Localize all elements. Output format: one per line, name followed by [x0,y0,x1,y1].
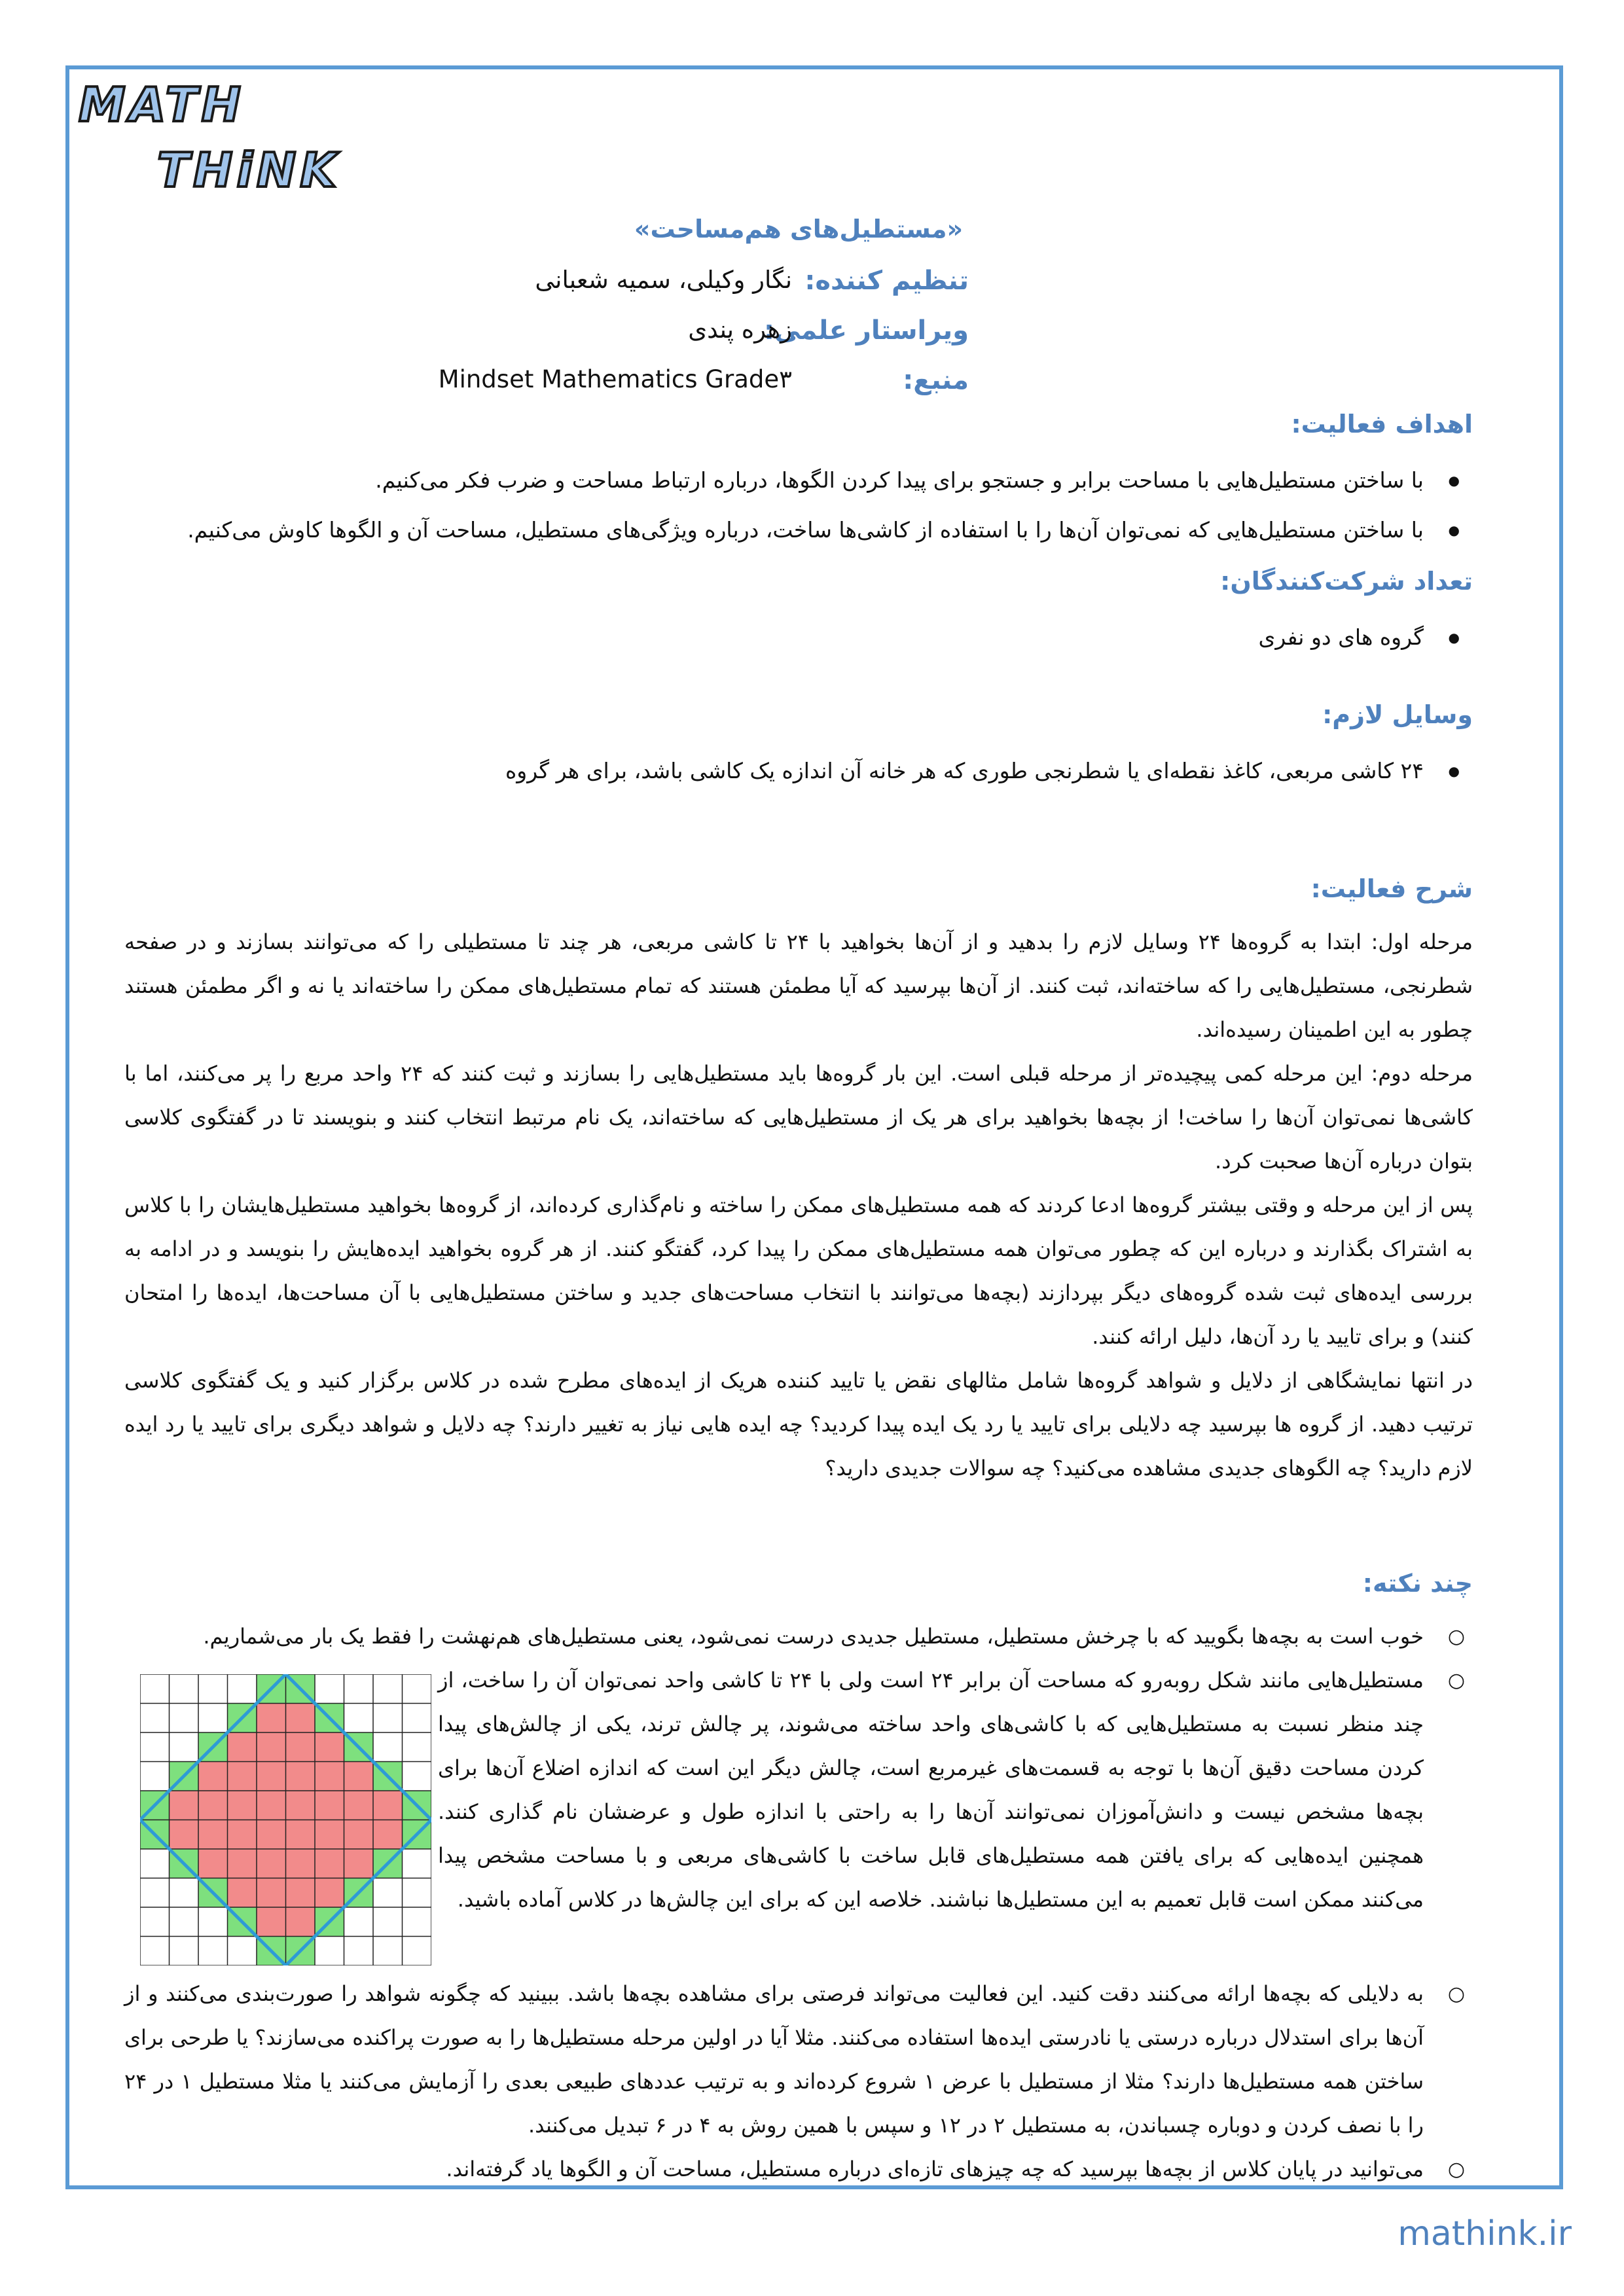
full-tile-cell [228,1762,257,1791]
full-tile-cell [228,1820,257,1850]
full-tile-cell [286,1820,316,1850]
meta-row-source [124,365,1473,411]
participants-item: ● گروه های دو نفری [124,613,1473,662]
full-tile-cell [198,1762,228,1791]
full-tile-cell [286,1849,316,1878]
meta-label-editor: ویراستار علمی: [763,315,969,346]
full-tile-cell [257,1820,286,1850]
full-tile-cell [228,1791,257,1820]
full-tile-cell [344,1849,374,1878]
full-tile-cell [170,1791,199,1820]
goals-list [124,456,1473,555]
materials-item: ● ۲۴ کاشی مربعی، کاغذ نقطه‌ای یا شطرنجی طوری که هر خانه آن اندازه یک کاشی باشد، برای هر گروه [124,746,1473,796]
description-paragraph: مرحله دوم: این مرحله کمی پیچیده‌تر از مرحله قبلی است. این بار گروه‌ها باید مستطیل‌هایی را بسازند و ثبت کنند که ۲۴ واحد مربع را پر می‌کنند، اما با کاشی‌ها نمی‌توان آن‌ها را ساخت! از بچه‌ها بخواهید برای هر یک از مستطیل‌هایی که ساخته‌اند، یک نام مرتبط انتخاب کنند و بنویسند تا در گفتگوی کلاسی بتوان درباره آن‌ها صحبت کرد. [124,1061,1473,1174]
notes-heading: چند نکته: [1362,1569,1473,1598]
rotated-rectangle-grid-figure [140,1674,431,1965]
full-tile-cell [286,1704,316,1733]
meta-row-editor [124,315,1473,361]
meta-value-editor: زهره پندی [688,315,792,344]
note-item: ○ خوب است به بچه‌ها بگویید که با چرخش مستطیل، مستطیل جدیدی درست نمی‌شود، یعنی مستطیل‌های هم‌نهشت را فقط یک بار می‌شماریم. [124,1615,1473,1659]
goal-item: ● با ساختن مستطیل‌هایی که نمی‌توان آن‌ها را با استفاده از کاشی‌ها ساخت، درباره ویژگی‌های مستطیل، مساحت آن و الگوها کاوش می‌کنیم. [124,505,1473,555]
full-tile-cell [228,1732,257,1762]
full-tile-cell [198,1791,228,1820]
note-item [124,1659,1473,1972]
full-tile-cell [315,1791,344,1820]
full-tile-cell [257,1878,286,1908]
full-tile-cell [315,1849,344,1878]
full-tile-cell [315,1878,344,1908]
note-item-text: مستطیل‌هایی مانند شکل روبه‌رو که مساحت آن برابر ۲۴ است ولی با ۲۴ تا کاشی واحد نمی‌توان آن را ساخت، از چند منظر نسبت به مستطیل‌هایی که با کاشی‌های واحد ساخته می‌شوند، پر چالش ترند، یکی از چالش‌های پیدا کردن مساحت دقیق آن‌ها با توجه به قسمت‌های غیرمربع است، چالش دیگر این است که اندازه اضلاع آن‌ها برای بچه‌ها مشخص نیست و دانش‌آموزان نمی‌توانند آن‌ها را به راحتی با اندازه طول و عرضشان نام گذاری کنند. همچنین ایده‌هایی که برای یافتن همه مستطیل‌های قابل ساخت با کاشی‌های مربعی و با مساحت مشخص پیدا می‌کنند ممکن است قابل تعمیم به این مستطیل‌ها نباشند. خلاصه این که برای این چالش‌ها در کلاس آماده باشید. [438,1668,1424,1912]
meta-label-source: منبع: [903,365,969,395]
full-tile-cell [257,1762,286,1791]
full-tile-cell [257,1732,286,1762]
full-tile-cell [286,1907,316,1937]
materials-list [124,746,1473,796]
full-tile-cell [257,1907,286,1937]
goals-heading: اهداف فعالیت: [1291,410,1473,439]
description-heading: شرح فعالیت: [1310,874,1473,903]
full-tile-cell [170,1820,199,1850]
description-paragraph: پس از این مرحله و وقتی بیشتر گروه‌ها ادعا کردند که همه مستطیل‌های ممکن را ساخته و نام‌گذاری کرده‌اند، از گروه‌ها بخواهید مستطیل‌هایشان را با کلاس به اشتراک بگذارند و درباره این که چطور می‌توان همه مستطیل‌های ممکن را پیدا کرد، گفتگو کنند. از هر گروه بخواهید ایده‌هایش را بنویسد و در ادامه به بررسی ایده‌های ثبت شده گروه‌های دیگر بپردازند (بچه‌ها می‌توانند با انتخاب مساحت‌های جدید و ساختن مستطیل‌هایی با آن مساحت‌ها، ایده‌ها را امتحان کنند) و برای تایید یا رد آن‌ها، دلیل ارائه کنند. [124,1193,1473,1349]
full-tile-cell [315,1762,344,1791]
full-tile-cell [315,1732,344,1762]
meta-label-author: تنظیم کننده: [804,266,969,296]
page-title: «مستطیل‌های هم‌مساحت» [634,215,964,243]
full-tile-cell [344,1820,374,1850]
full-tile-cell [286,1732,316,1762]
footer-site-link[interactable]: mathink.ir [1398,2214,1572,2253]
full-tile-cell [257,1704,286,1733]
full-tile-cell [373,1820,403,1850]
participants-heading: تعداد شرکت‌کنندگان: [1220,567,1473,596]
materials-heading: وسایل لازم: [1322,700,1473,729]
document-body [124,203,1473,2191]
full-tile-cell [228,1849,257,1878]
meta-block [124,266,1473,410]
description-body [124,920,1473,1490]
meta-value-author: نگار وکیلی، سمیه شعبانی [535,266,792,294]
meta-value-source: Mindset Mathematics Grade۳ [438,365,792,393]
full-tile-cell [198,1820,228,1850]
full-tile-cell [228,1878,257,1908]
note-item: ○ می‌توانید در پایان کلاس از بچه‌ها بپرسید که چه چیزهای تازه‌ای درباره مستطیل، مساحت آن و الگوها یاد گرفته‌اند. [124,2147,1473,2191]
full-tile-cell [373,1791,403,1820]
participants-list [124,613,1473,662]
full-tile-cell [257,1849,286,1878]
description-paragraph: در انتها نمایشگاهی از دلایل و شواهد گروه‌ها شامل مثالهای نقض یا تایید کننده هریک از ایده‌های مطرح شده در کلاس برگزار کنید و یک گفتگوی کلاسی ترتیب دهید. از گروه ها بپرسید چه دلایلی برای تایید یا رد یک ایده پیدا کردید؟ چه ایده هایی نیاز به تغییر دارند؟ چه دلایل و شواهد دیگری برای تایید یا رد ایده لازم دارید؟ چه الگوهای جدیدی مشاهده می‌کنید؟ چه سوالات جدیدی دارید؟ [124,1368,1473,1480]
full-tile-cell [286,1762,316,1791]
full-tile-cell [257,1791,286,1820]
description-paragraph: مرحله اول: ابتدا به گروه‌ها ۲۴ وسایل لازم را بدهید و از آن‌ها بخواهید با ۲۴ تا کاشی مربعی، هر چند تا مستطیلی را که می‌توانند بسازند و در صفحه شطرنجی، مستطیل‌هایی را که ساخته‌اند، ثبت کنند. از آن‌ها بپرسید که آیا مطمئن هستند که تمام مستطیل‌های ممکن را ساخته‌اند یا نه و اگر مطمئن هستند چطور به این اطمینان رسیده‌اند. [124,929,1473,1042]
full-tile-cell [344,1791,374,1820]
notes-list [124,1615,1473,2191]
meta-row-author [124,266,1473,312]
full-tile-cell [286,1791,316,1820]
goal-item: ● با ساختن مستطیل‌هایی با مساحت برابر و جستجو برای پیدا کردن الگوها، درباره ارتباط مساحت و ضرب فکر می‌کنیم. [124,456,1473,505]
note-item: ○ به دلایلی که بچه‌ها ارائه می‌کنند دقت کنید. این فعالیت می‌تواند فرصتی برای مشاهده بچه‌ها باشد. ببینید که چگونه شواهد را صورت‌بندی می‌کنند و از آن‌ها برای استدلال درباره درستی یا نادرستی ایده‌ها استفاده می‌کنند. مثلا آیا در اولین مرحله مستطیل‌ها را به صورت پراکنده می‌سازند؟ یا طرحی برای ساختن همه مستطیل‌ها دارند؟ مثلا از مستطیل با عرض ۱ شروع کرده‌اند و به ترتیب عددهای طبیعی بعدی را آزمایش می‌کنند یا مثلا مستطیل ۱ در ۲۴ را با نصف کردن و دوباره چسباندن، به مستطیل ۲ در ۱۲ و سپس با همین روش به ۴ در ۶ تبدیل می‌کنند. [124,1972,1473,2147]
math-think-logo [79,77,340,208]
logo-line-1: MATH [79,77,245,132]
full-tile-cell [286,1878,316,1908]
full-tile-cell [315,1820,344,1850]
full-tile-cell [344,1762,374,1791]
full-tile-cell [198,1849,228,1878]
logo-line-2: THiNK [157,143,341,198]
